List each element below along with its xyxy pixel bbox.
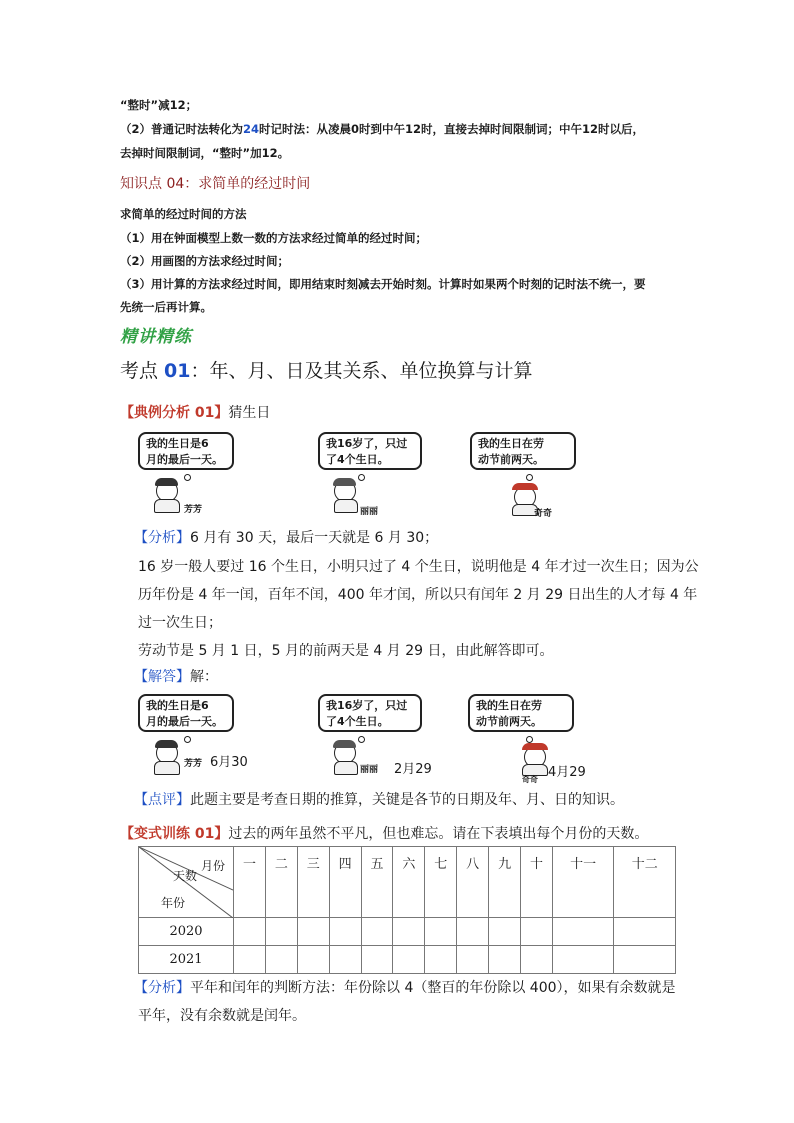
section-heading-jingjiang: 精讲精练 <box>120 327 192 347</box>
analysis2-line-2: 平年，没有余数就是闰年。 <box>138 1008 306 1024</box>
blank-cell[interactable] <box>329 946 361 974</box>
analysis-line-3: 历年份是 4 年一闰，百年不闰，400 年才闰，所以只有闰年 2 月 29 日出生的人才每 4 年 <box>138 587 698 603</box>
bubble-3-line-2: 动节前两天。 <box>476 715 542 728</box>
speech-bubble-3 <box>470 432 576 470</box>
bubble-1-line-1: 我的生日是6 <box>146 699 209 712</box>
kaodian-num: 01 <box>164 360 191 382</box>
kaodian-title <box>120 356 533 383</box>
answer-fangfang: 6月30 <box>210 755 248 770</box>
method-title: 求简单的经过时间的方法 <box>120 207 247 221</box>
month-header: 十二 <box>614 847 676 918</box>
year-cell: 2020 <box>139 918 234 946</box>
name-lili: 丽丽 <box>360 765 379 775</box>
name-lili: 丽丽 <box>360 507 379 517</box>
analysis-line-5: 劳动节是 5 月 1 日，5 月的前两天是 4 月 29 日，由此解答即可。 <box>138 643 554 659</box>
blank-cell[interactable] <box>265 946 297 974</box>
practice-text: 过去的两年虽然不平凡，但也难忘。请在下表填出每个月份的天数。 <box>228 826 649 842</box>
blank-cell[interactable] <box>425 946 457 974</box>
line-2-num: 24 <box>243 122 260 136</box>
line-1: “整时”减12； <box>120 98 198 112</box>
corner-days-label: 天数 <box>173 869 198 883</box>
comment-tag: 【点评】 <box>134 792 190 808</box>
blank-cell[interactable] <box>614 918 676 946</box>
girl-hair-icon <box>155 740 178 748</box>
analysis-line-1 <box>134 527 438 547</box>
month-header: 一 <box>234 847 266 918</box>
thought-dot <box>184 736 191 743</box>
blank-cell[interactable] <box>457 946 489 974</box>
girl-hair-icon <box>155 478 178 486</box>
bubble-2-line-2: 了4个生日。 <box>326 453 389 466</box>
speech-bubble-1 <box>138 694 234 732</box>
table-corner-cell <box>139 847 234 918</box>
thought-dot <box>358 736 365 743</box>
blank-cell[interactable] <box>552 946 613 974</box>
answer-qiqi: 4月29 <box>548 765 586 780</box>
thought-dot <box>526 474 533 481</box>
line-2-pre: （2）普通记时法转化为 <box>120 122 244 136</box>
question-illustration <box>138 428 608 518</box>
example-tag: 【典例分析 01】 <box>120 405 229 421</box>
blank-cell[interactable] <box>552 918 613 946</box>
speech-bubble-2 <box>318 432 422 470</box>
answer-tag: 【解答】 <box>134 669 190 685</box>
blank-cell[interactable] <box>329 918 361 946</box>
line-2-post: 时记时法：从凌晨0时到中午12时，直接去掉时间限制词；中午12时以后， <box>259 122 645 136</box>
practice-tag: 【变式训练 01】 <box>120 826 229 842</box>
example-heading <box>120 402 270 422</box>
kid-cap-icon <box>522 743 548 750</box>
month-header: 四 <box>329 847 361 918</box>
blank-cell[interactable] <box>489 946 521 974</box>
answer-lili: 2月29 <box>394 762 432 777</box>
answer-illustration <box>138 690 618 782</box>
bubble-1-line-2: 月的最后一天。 <box>146 453 223 466</box>
method-item-1: （1）用在钟面模型上数一数的方法求经过简单的经过时间； <box>120 231 427 245</box>
blank-cell[interactable] <box>234 918 266 946</box>
comment-line <box>134 789 624 809</box>
blank-cell[interactable] <box>361 918 393 946</box>
table-row <box>139 918 676 946</box>
blank-cell[interactable] <box>521 918 553 946</box>
bubble-1-line-2: 月的最后一天。 <box>146 715 223 728</box>
month-header: 六 <box>393 847 425 918</box>
thought-dot <box>526 736 533 743</box>
month-header: 十一 <box>552 847 613 918</box>
speech-bubble-1 <box>138 432 234 470</box>
analysis-line-4: 过一次生日； <box>138 615 222 631</box>
month-header: 三 <box>297 847 329 918</box>
corner-month-label: 月份 <box>201 859 226 873</box>
kid-cap-icon <box>512 483 538 490</box>
blank-cell[interactable] <box>425 918 457 946</box>
method-item-4: 先统一后再计算。 <box>120 300 212 314</box>
speech-bubble-3 <box>468 694 574 732</box>
table-row <box>139 946 676 974</box>
comment-text: 此题主要是考查日期的推算，关键是各节的日期及年、月、日的知识。 <box>190 792 624 808</box>
line-2 <box>120 121 644 137</box>
corner-year-label: 年份 <box>161 896 186 910</box>
blank-cell[interactable] <box>521 946 553 974</box>
method-item-3: （3）用计算的方法求经过时间，即用结束时刻减去开始时刻。计算时如果两个时刻的记时法不统一，要 <box>120 277 646 291</box>
name-qiqi: 奇奇 <box>522 775 538 784</box>
blank-cell[interactable] <box>457 918 489 946</box>
analysis2-tag: 【分析】 <box>134 980 190 996</box>
month-header: 二 <box>265 847 297 918</box>
bubble-2-line-1: 我16岁了，只过 <box>326 699 408 712</box>
method-item-2: （2）用画图的方法求经过时间； <box>120 254 289 268</box>
month-header: 七 <box>425 847 457 918</box>
thought-dot <box>184 474 191 481</box>
month-header: 十 <box>521 847 553 918</box>
blank-cell[interactable] <box>297 946 329 974</box>
answer-text: 解： <box>190 669 218 685</box>
blank-cell[interactable] <box>297 918 329 946</box>
blank-cell[interactable] <box>234 946 266 974</box>
bubble-3-line-2: 动节前两天。 <box>478 453 544 466</box>
blank-cell[interactable] <box>361 946 393 974</box>
name-fangfang: 芳芳 <box>184 505 203 515</box>
name-qiqi: 奇奇 <box>534 509 553 519</box>
analysis-line-2: 16 岁一般人要过 16 个生日，小明只过了 4 个生日，说明他是 4 年才过一次生日；因为公 <box>138 559 699 575</box>
girl-body-icon <box>154 499 180 513</box>
thought-dot <box>358 474 365 481</box>
month-header: 九 <box>489 847 521 918</box>
line-3: 去掉时间限制词，“整时”加12。 <box>120 146 290 160</box>
speech-bubble-2 <box>318 694 422 732</box>
analysis2-p1: 平年和闰年的判断方法：年份除以 4（整百的年份除以 400），如果有余数就是 <box>190 980 676 996</box>
blank-cell[interactable] <box>393 918 425 946</box>
bubble-2-line-2: 了4个生日。 <box>326 715 389 728</box>
boy-body-icon <box>334 761 358 775</box>
girl-body-icon <box>154 761 180 775</box>
knowledge-point-04: 知识点 04：求简单的经过时间 <box>120 176 311 192</box>
boy-body-icon <box>334 499 358 513</box>
blank-cell[interactable] <box>614 946 676 974</box>
bubble-3-line-1: 我的生日在劳 <box>478 437 544 450</box>
boy-hair-icon <box>333 740 356 748</box>
analysis-tag: 【分析】 <box>134 530 190 546</box>
practice-heading <box>120 823 648 843</box>
kaodian-suffix: ：年、月、日及其关系、单位换算与计算 <box>190 360 533 382</box>
bubble-3-line-1: 我的生日在劳 <box>476 699 542 712</box>
month-header: 八 <box>457 847 489 918</box>
days-per-month-table <box>138 846 676 974</box>
blank-cell[interactable] <box>393 946 425 974</box>
analysis-p1: 6 月有 30 天，最后一天就是 6 月 30； <box>190 530 439 546</box>
year-cell: 2021 <box>139 946 234 974</box>
month-header: 五 <box>361 847 393 918</box>
bubble-2-line-1: 我16岁了，只过 <box>326 437 408 450</box>
kaodian-prefix: 考点 <box>120 360 165 382</box>
answer-heading <box>134 666 218 686</box>
example-text: 猜生日 <box>228 405 271 421</box>
blank-cell[interactable] <box>489 918 521 946</box>
blank-cell[interactable] <box>265 918 297 946</box>
name-fangfang: 芳芳 <box>184 759 203 769</box>
boy-hair-icon <box>333 478 356 486</box>
bubble-1-line-1: 我的生日是6 <box>146 437 209 450</box>
analysis2-line-1 <box>134 977 676 997</box>
